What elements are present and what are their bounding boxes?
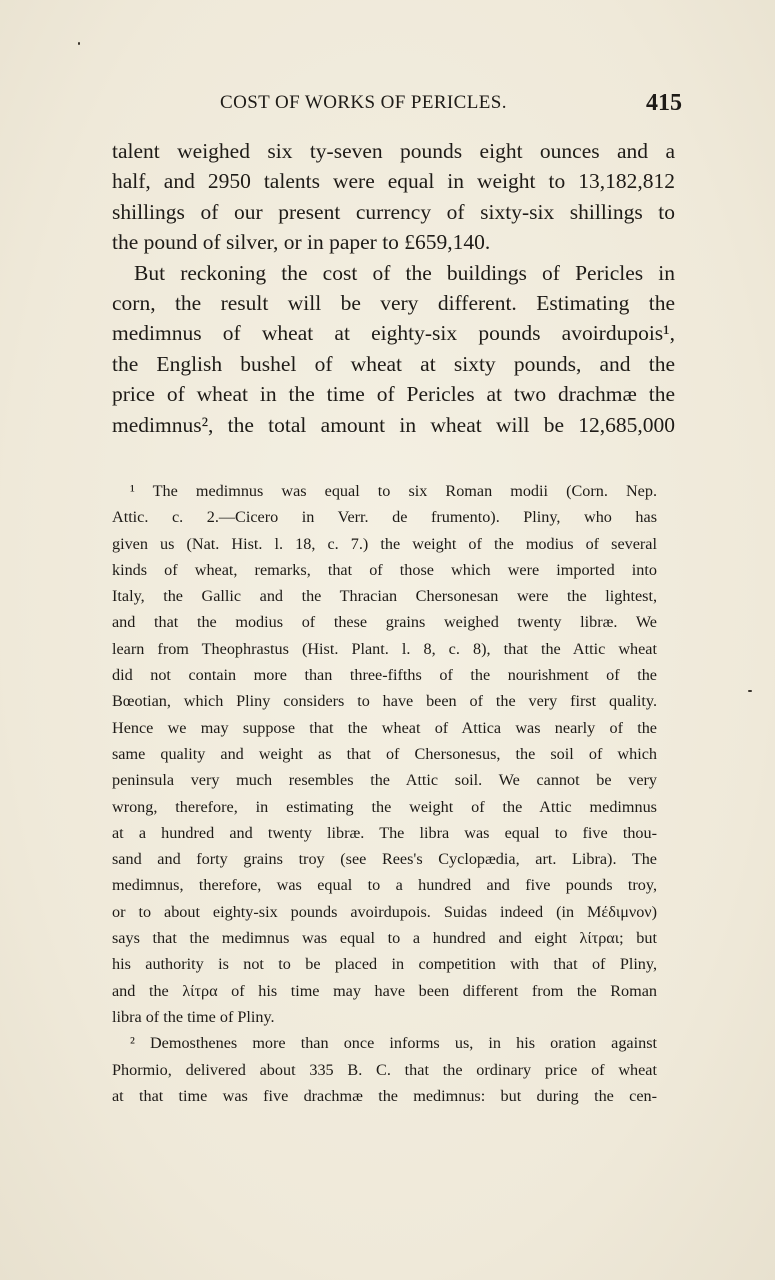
footnote-line: libra of the time of Pliny.	[112, 1007, 275, 1026]
footnote-line: did not contain more than three-fifths of the nourishment of the	[112, 666, 657, 685]
paper-speck	[748, 690, 752, 692]
footnote-line: peninsula very much resembles the Attic soil. We cannot be very	[112, 771, 657, 790]
body-line: the English bushel of wheat at sixty pounds, and the	[112, 351, 675, 376]
body-line: shillings of our present currency of sixty-six shillings to	[112, 199, 675, 224]
footnote-line: Bœotian, which Pliny considers to have been of the very first quality.	[112, 692, 657, 711]
footnote-line: ² Demosthenes more than once informs us, in his oration against	[130, 1034, 657, 1053]
footnote-line: Hence we may suppose that the wheat of Attica was nearly of the	[112, 718, 657, 737]
running-title: COST OF WORKS OF PERICLES.	[220, 92, 507, 113]
main-text	[112, 136, 675, 440]
footnote-line: Attic. c. 2.—Cicero in Verr. de frumento). Pliny, who has	[112, 508, 657, 527]
page-number: 415	[646, 90, 682, 116]
footnote-line: same quality and weight as that of Chersonesus, the soil of which	[112, 744, 657, 763]
footnote-line: says that the medimnus was equal to a hundred and eight λίτραι; but	[112, 929, 657, 948]
footnote-line: at that time was five drachmæ the medimnus: but during the cen-	[112, 1086, 657, 1105]
footnote-line: his authority is not to be placed in competition with that of Pliny,	[112, 955, 657, 974]
footnote-line: or to about eighty-six pounds avoirdupois. Suidas indeed (in Μέδιμνον)	[112, 902, 657, 921]
footnote-line: medimnus, therefore, was equal to a hundred and five pounds troy,	[112, 876, 657, 895]
body-line: talent weighed six ty-seven pounds eight ounces and a	[112, 139, 675, 163]
footnote-line: sand and forty grains troy (see Rees's Cyclopædia, art. Libra). The	[112, 850, 657, 869]
footnote-line: at a hundred and twenty libræ. The libra was equal to five thou-	[112, 823, 657, 842]
paper-speck	[78, 42, 80, 45]
footnote-line: given us (Nat. Hist. l. 18, c. 7.) the weight of the modius of several	[112, 534, 657, 553]
footnote-line: Phormio, delivered about 335 B. C. that the ordinary price of wheat	[112, 1060, 657, 1079]
running-head	[112, 92, 682, 120]
footnote-line: learn from Theophrastus (Hist. Plant. l. 8, c. 8), that the Attic wheat	[112, 639, 657, 658]
footnote-line: Italy, the Gallic and the Thracian Chersonesan were the lightest,	[112, 587, 657, 606]
body-line: the pound of silver, or in paper to £659,140.	[112, 230, 491, 255]
footnote-line: and that the modius of these grains weighed twenty libræ. We	[112, 613, 657, 632]
body-line: medimnus of wheat at eighty-six pounds avoirdupois¹,	[112, 321, 675, 346]
footnote-line: and the λίτρα of his time may have been different from the Roman	[112, 981, 657, 1000]
footnote-line: ¹ The medimnus was equal to six Roman modii (Corn. Nep.	[130, 482, 657, 500]
footnotes	[112, 478, 657, 1109]
body-line: medimnus², the total amount in wheat will be 12,685,000	[112, 412, 675, 437]
body-line: But reckoning the cost of the buildings of Pericles in	[134, 260, 675, 285]
body-line: corn, the result will be very different. Estimating the	[112, 290, 675, 315]
footnote-line: wrong, therefore, in estimating the weight of the Attic medimnus	[112, 797, 657, 816]
body-line: half, and 2950 talents were equal in weight to 13,182,812	[112, 169, 675, 194]
footnote-line: kinds of wheat, remarks, that of those which were imported into	[112, 560, 657, 579]
body-line: price of wheat in the time of Pericles at two drachmæ the	[112, 382, 675, 407]
